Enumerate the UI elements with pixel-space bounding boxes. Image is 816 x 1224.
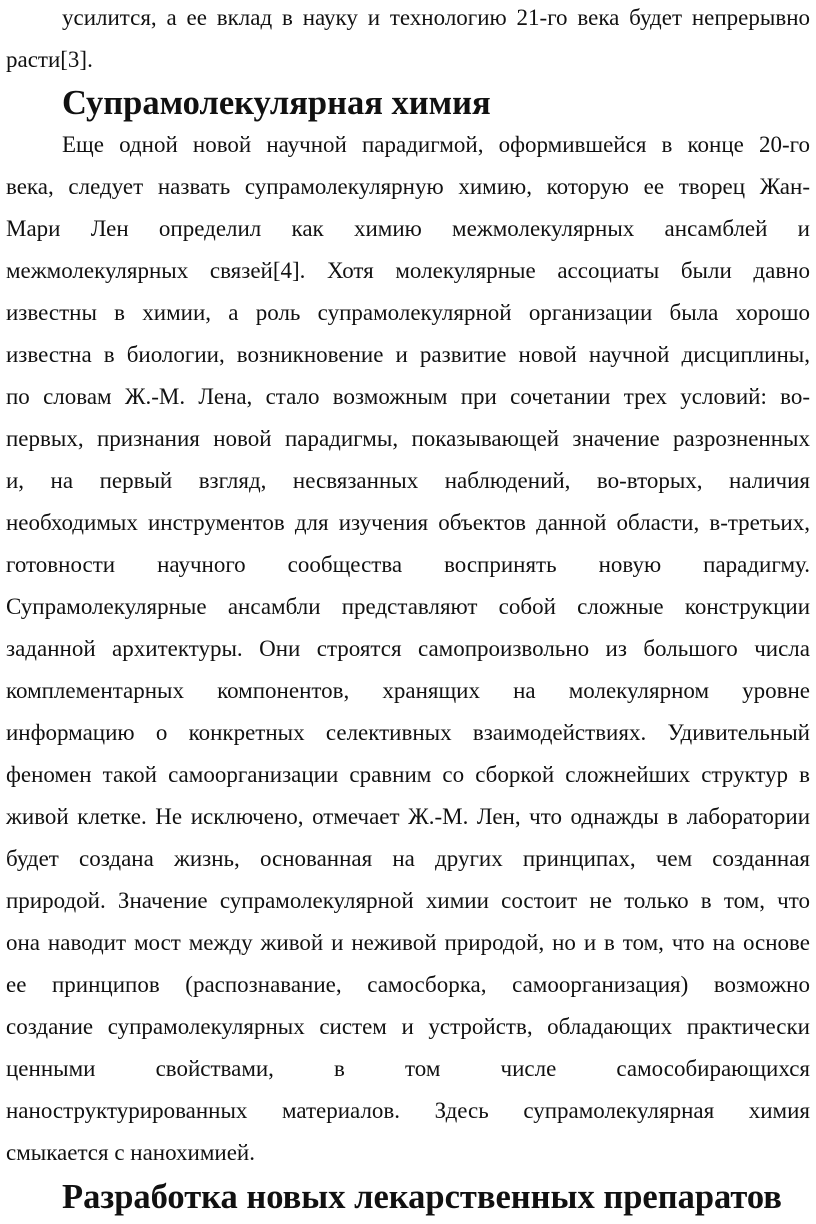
paragraph-line: создание супрамолекулярных систем и устройств, обладающих практически	[6, 1014, 810, 1039]
paragraph-line: века, следует назвать супрамолекулярную химию, которую ее творец Жан-	[6, 174, 810, 199]
paragraph-line: усилится, а ее вклад в науку и технологию 21-го века будет непрерывно	[62, 5, 810, 30]
paragraph-line: по словам Ж.-М. Лена, стало возможным при сочетании трех условий: во-	[6, 384, 810, 409]
section-heading: Разработка новых лекарственных препаратов	[62, 1178, 782, 1216]
paragraph-line: феномен такой самоорганизации сравним со сборкой сложнейших структур в	[6, 762, 810, 787]
paragraph-line: природой. Значение супрамолекулярной химии состоит не только в том, что	[6, 888, 810, 913]
paragraph-line: смыкается с нанохимией.	[6, 1140, 255, 1165]
section-heading: Супрамолекулярная химия	[62, 84, 491, 122]
paragraph-line: и, на первый взгляд, несвязанных наблюдений, во-вторых, наличия	[6, 468, 810, 493]
paragraph-line: Еще одной новой научной парадигмой, оформившейся в конце 20-го	[62, 132, 810, 157]
paragraph-line: ценными свойствами, в том числе самособирающихся	[6, 1056, 810, 1081]
paragraph-line: комплементарных компонентов, хранящих на молекулярном уровне	[6, 678, 810, 703]
paragraph-line: Мари Лен определил как химию межмолекулярных ансамблей и	[6, 216, 810, 241]
paragraph-line: необходимых инструментов для изучения объектов данной области, в-третьих,	[6, 510, 810, 535]
paragraph-line: наноструктурированных материалов. Здесь супрамолекулярная химия	[6, 1098, 810, 1123]
paragraph-line: первых, признания новой парадигмы, показывающей значение разрозненных	[6, 426, 810, 451]
paragraph-line: межмолекулярных связей[4]. Хотя молекулярные ассоциаты были давно	[6, 258, 810, 283]
paragraph-line: она наводит мост между живой и неживой природой, но и в том, что на основе	[6, 930, 810, 955]
paragraph-line: будет создана жизнь, основанная на других принципах, чем созданная	[6, 846, 810, 871]
paragraph-line: известна в биологии, возникновение и развитие новой научной дисциплины,	[6, 342, 810, 367]
paragraph-line: ее принципов (распознавание, самосборка, самоорганизация) возможно	[6, 972, 810, 997]
paragraph-line: живой клетке. Не исключено, отмечает Ж.-М. Лен, что однажды в лаборатории	[6, 804, 810, 829]
paragraph-line: расти[3].	[6, 47, 93, 72]
paragraph-line: Супрамолекулярные ансамбли представляют собой сложные конструкции	[6, 594, 810, 619]
paragraph-line: информацию о конкретных селективных взаимодействиях. Удивительный	[6, 720, 810, 745]
paragraph-line: заданной архитектуры. Они строятся самопроизвольно из большого числа	[6, 636, 810, 661]
paragraph-line: готовности научного сообщества воспринять новую парадигму.	[6, 552, 810, 577]
paragraph-line: известны в химии, а роль супрамолекулярной организации была хорошо	[6, 300, 810, 325]
